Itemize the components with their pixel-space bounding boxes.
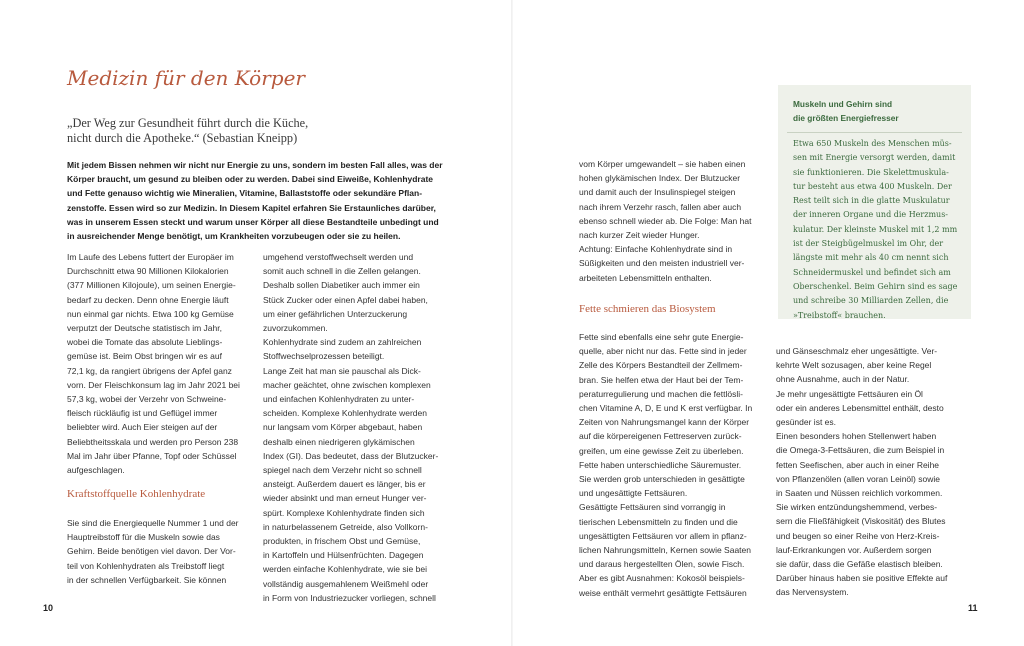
- text-line: macher geächtet, ohne zwischen komplexen: [263, 379, 431, 390]
- text-line: kehrte Welt sozusagen, aber keine Regel: [776, 360, 932, 371]
- text-line: quelle, aber nicht nur das. Fette sind in jeder: [579, 346, 747, 357]
- text-line: Körper braucht, um gesund zu bleiben oder zu werden. Dabei sind Eiweiße, Kohlenhydrate: [67, 174, 434, 185]
- text-line: und beugen so einer Reihe von Herz-Kreis-: [776, 530, 940, 541]
- text-line: verputzt der Deutsche statistisch im Jahr,: [67, 323, 222, 334]
- text-line: die größten Energiefresser: [793, 113, 899, 123]
- text-line: Beliebtheitsskala und werden pro Person 238: [67, 436, 239, 447]
- text-line: chen Vitamine A, D, E und K erst verfügbar. In: [579, 403, 753, 414]
- subheading-kohlenhydrate: Kraftstoffquelle Kohlenhydrate: [67, 488, 206, 500]
- body-column-3: [579, 157, 764, 285]
- text-line: fetten Seefischen, aber auch in einer Reihe: [776, 459, 940, 470]
- text-line: Rest teilt sich in die glatte Muskulatur: [793, 196, 950, 206]
- text-line: hohen glykämischen Index. Der Blutzucker: [579, 173, 741, 184]
- text-line: sie dafür, dass die Gefäße elastisch bleiben.: [776, 559, 943, 570]
- text-line: »Treibstoff« brauchen.: [793, 310, 886, 320]
- text-line: fleisch rückläufig ist und Geflügel immer: [67, 408, 218, 419]
- text-line: Schneidermuskel und befindet sich am: [793, 267, 951, 277]
- page-number-left: 10: [43, 603, 54, 613]
- text-line: in Form von Industriezucker vorliegen, schnell: [263, 592, 436, 603]
- text-line: nach kurzer Zeit wieder Hunger.: [579, 230, 700, 241]
- book-gutter: [511, 0, 513, 646]
- text-line: Stück Zucker oder einen Apfel dabei haben,: [263, 294, 428, 305]
- text-line: um einer gefährlichen Unterzuckerung: [263, 308, 408, 319]
- body-column-3-continued: [579, 330, 764, 600]
- text-line: in der schnellen Verfügbarkeit. Sie können: [67, 574, 227, 585]
- text-line: Sie wirken entzündungshemmend, verbes-: [776, 502, 938, 513]
- text-line: kulatur. Der kleinste Muskel mit 1,2 mm: [793, 224, 958, 234]
- text-line: Zelle des Körpers Bestandteil der Zellmem-: [579, 360, 743, 371]
- text-line: „Der Weg zur Gesundheit führt durch die Küche,: [67, 116, 309, 130]
- text-line: Achtung: Einfache Kohlenhydrate sind in: [579, 244, 733, 255]
- text-line: greifen, um eine gewisse Zeit zu überleben.: [579, 445, 744, 456]
- text-line: Oberschenkel. Beim Gehirn sind es sage: [793, 281, 958, 291]
- text-line: lauf-Erkrankungen vor. Außerdem sorgen: [776, 544, 932, 555]
- text-line: sie funktionieren. Die Skelettmuskula-: [793, 167, 949, 177]
- text-line: und damit auch der Insulinspiegel steigen: [579, 187, 736, 198]
- text-line: aufgeschlagen.: [67, 465, 125, 476]
- text-line: gemüse ist. Beim Obst bringen wir es auf: [67, 351, 222, 362]
- text-line: zuvorzukommen.: [263, 323, 328, 334]
- text-line: in ausreichender Menge benötigt, um Krankheiten vorzubeugen oder sie zu heilen.: [67, 231, 401, 242]
- text-line: arbeiteten Lebensmitteln enthalten.: [579, 272, 712, 283]
- text-line: 57,3 kg, wobei der Verzehr von Schweine-: [67, 394, 227, 405]
- text-line: in naturbelassenem Getreide, also Vollkorn-: [263, 521, 428, 532]
- text-line: Index (GI). Das bedeutet, dass der Blutzucker-: [263, 450, 439, 461]
- text-line: Aber es gibt Ausnahmen: Kokosöl beispiels-: [579, 573, 745, 584]
- text-line: Deshalb sollen Diabetiker auch immer ein: [263, 280, 420, 291]
- text-line: ebenso schnell wieder ab. Die Folge: Man hat: [579, 215, 752, 226]
- text-line: Sie sind die Energiequelle Nummer 1 und der: [67, 518, 239, 528]
- sidebar-body: [793, 137, 957, 323]
- text-line: 72,1 kg, da rangiert übrigens der Apfel ganz: [67, 365, 232, 376]
- subheading-fette: Fette schmieren das Biosystem: [579, 303, 716, 315]
- sidebar-title: [793, 97, 899, 125]
- text-line: lichen Nahrungsmitteln, Kernen sowie Saaten: [579, 545, 751, 556]
- text-line: zenstoffe. Essen wird so zur Medizin. In Diesem Kapitel erfahren Sie Erstaunliches darüber,: [67, 202, 436, 213]
- text-line: tierischen Lebensmitteln zu finden und die: [579, 516, 738, 527]
- text-line: und daraus hergestellten Ölen, sowie Fisch.: [579, 559, 745, 570]
- text-line: Fette sind ebenfalls eine sehr gute Energie-: [579, 332, 744, 342]
- text-line: was in unserem Essen steckt und warum unser Körper all diese Bestandteile unbedingt und: [67, 216, 439, 227]
- text-line: Kohlenhydrate sind zudem an zahlreichen: [263, 337, 422, 348]
- text-line: vollständig ausgemahlenem Weißmehl oder: [263, 578, 429, 589]
- text-line: spürt. Komplexe Kohlenhydrate finden sich: [263, 507, 425, 518]
- text-line: Im Laufe des Lebens futtert der Europäer im: [67, 252, 234, 262]
- text-line: der inneren Organe und die Herzmus-: [793, 210, 948, 220]
- sidebar-box: [778, 85, 971, 319]
- text-line: und Gänseschmalz eher ungesättigte. Ver-: [776, 346, 938, 356]
- text-line: nur langsam vom Körper abgebaut, haben: [263, 422, 423, 433]
- text-line: Lange Zeit hat man sie pauschal als Dick-: [263, 365, 421, 376]
- page-number-right: 11: [968, 603, 978, 613]
- text-line: Gehirn. Beide benötigen viel davon. Der Vor-: [67, 546, 236, 557]
- text-line: umgehend verstoffwechselt werden und: [263, 252, 414, 262]
- text-line: Mit jedem Bissen nehmen wir nicht nur Energie zu uns, sondern im besten Fall alles, was der: [67, 160, 443, 170]
- text-line: und ungesättigte Fettsäuren.: [579, 488, 688, 499]
- text-line: nun einmal gar nichts. Etwa 100 kg Gemüse: [67, 308, 234, 319]
- text-line: bran. Sie helfen etwa der Haut bei der Tem-: [579, 374, 744, 385]
- text-line: wobei die Tomate das absolute Lieblings-: [67, 337, 223, 348]
- text-line: Einen besonders hohen Stellenwert haben: [776, 431, 937, 442]
- body-column-1: [67, 250, 252, 477]
- text-line: nach ihrem Verzehr rasch, fallen aber auch: [579, 201, 742, 212]
- text-line: Mal im Jahr über Pfanne, Topf oder Schüssel: [67, 450, 237, 461]
- text-line: die Omega-3-Fettsäuren, die zum Beispiel in: [776, 445, 945, 456]
- body-column-2: [263, 250, 453, 605]
- text-line: nicht durch die Apotheke.“ (Sebastian Kneipp): [67, 131, 298, 145]
- text-line: tur besteht aus etwa 400 Muskeln. Der: [793, 181, 952, 191]
- text-line: Süßigkeiten und den meisten industriell ver-: [579, 258, 745, 269]
- text-line: auf die körpereigenen Fettreserven zurück-: [579, 431, 742, 442]
- text-line: und Fette genauso wichtig wie Mineralien, Vitamine, Ballaststoffe oder sekundäre Pflan-: [67, 188, 423, 199]
- text-line: Stoffwechselprozessen beteiligt.: [263, 351, 385, 362]
- text-line: Muskeln und Gehirn sind: [793, 99, 893, 109]
- text-line: sern die Fließfähigkeit (Viskosität) des Blutes: [776, 516, 946, 527]
- text-line: peraturregulierung und machen die fettlösli-: [579, 388, 743, 399]
- text-line: wieder absinkt und man erneut Hunger ver-: [263, 493, 427, 504]
- text-line: Darüber hinaus haben sie positive Effekte auf: [776, 573, 948, 584]
- text-line: ansteigt. Außerdem dauert es länger, bis er: [263, 479, 426, 490]
- text-line: längste mit mehr als 40 cm nennt sich: [793, 253, 949, 263]
- text-line: beliebter wird. Auch Eier steigen auf der: [67, 422, 218, 433]
- text-line: sen mit Energie versorgt werden, damit: [793, 153, 956, 163]
- text-line: teil von Kohlenhydraten als Treibstoff liegt: [67, 560, 225, 571]
- text-line: somit auch schnell in die Zellen gelangen.: [263, 266, 421, 277]
- text-line: Etwa 650 Muskeln des Menschen müs-: [793, 139, 952, 148]
- text-line: das Nervensystem.: [776, 587, 849, 598]
- text-line: Fette haben unterschiedliche Säuremuster.: [579, 459, 742, 470]
- text-line: ohne Ausnahme, auch in der Natur.: [776, 374, 910, 385]
- text-line: Zeiten von Nahrungsmangel kann der Körper: [579, 417, 750, 428]
- sidebar-divider: [787, 132, 962, 133]
- text-line: deshalb einen niedrigeren glykämischen: [263, 436, 415, 447]
- text-line: (377 Millionen Kilojoule), um seinen Energie-: [67, 280, 236, 291]
- text-line: gesünder ist es.: [776, 417, 837, 428]
- text-line: vorn. Der Fleischkonsum lag im Jahr 2021 bei: [67, 379, 240, 390]
- intro-paragraph: [67, 158, 447, 243]
- text-line: Sie werden grob unterschieden in gesättigte: [579, 474, 745, 485]
- text-line: Je mehr ungesättigte Fettsäuren ein Öl: [776, 388, 923, 399]
- text-line: spiegel nach dem Verzehr nicht so schnell: [263, 465, 422, 476]
- quote: [67, 116, 367, 146]
- body-column-1-continued: [67, 516, 252, 587]
- text-line: werden einfache Kohlenhydrate, wie sie bei: [263, 564, 427, 575]
- text-line: oder ein anderes Lebensmittel enthält, desto: [776, 402, 944, 413]
- text-line: bedarf zu decken. Denn ohne Energie läuft: [67, 294, 229, 305]
- text-line: ungesättigten Fettsäuren vor allem in pflanz-: [579, 530, 747, 541]
- text-line: von Pflanzenölen (allen voran Leinöl) sowie: [776, 473, 940, 484]
- text-line: und einfachen Kohlenhydraten zu unter-: [263, 394, 415, 405]
- text-line: in Kartoffeln und Hülsenfrüchten. Dagegen: [263, 550, 424, 561]
- chapter-title: Medizin für den Körper: [67, 66, 305, 90]
- text-line: produkten, in frischem Obst und Gemüse,: [263, 536, 421, 547]
- text-line: vom Körper umgewandelt – sie haben einen: [579, 159, 746, 169]
- text-line: in Saaten und Nüssen reichlich vorkommen.: [776, 488, 943, 499]
- body-column-4: [776, 344, 961, 600]
- text-line: ist der Steigbügelmuskel im Ohr, der: [793, 239, 944, 249]
- text-line: und schreibe 30 Milliarden Zellen, die: [793, 296, 949, 306]
- text-line: scheiden. Komplexe Kohlenhydrate werden: [263, 408, 427, 419]
- text-line: Hauptreibstoff für die Muskeln sowie das: [67, 532, 220, 543]
- text-line: weise enthält vermehrt gesättigte Fettsäuren: [579, 587, 747, 598]
- text-line: Durchschnitt etwa 90 Millionen Kilokalorien: [67, 266, 229, 277]
- text-line: Gesättigte Fettsäuren sind vorrangig in: [579, 502, 726, 513]
